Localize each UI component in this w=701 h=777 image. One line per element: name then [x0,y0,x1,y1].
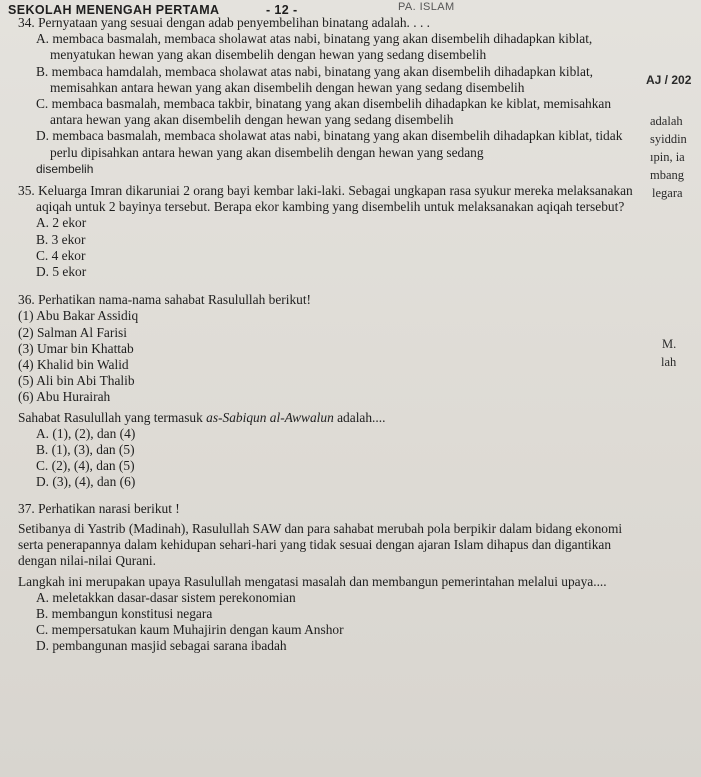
question-36-prompt-before: Sahabat Rasulullah yang termasuk [18,409,207,425]
companion-name-3: (3) Umar bin Khattab [18,340,134,356]
question-37-prompt: Langkah ini merupakan upaya Rasulullah mengatasi masalah dan membangun pemerintahan melalui upaya.... [18,573,607,589]
question-36-prompt-term: as-Sabiqun al-Awwalun [206,409,334,425]
adjacent-page-fragment: AJ / 202 [646,73,692,87]
adjacent-page-fragment: lah [661,355,677,369]
question-37-option-d: D. pembangunan masjid sebagai sarana ibadah [36,638,287,654]
question-34-continuation: disembelih [36,161,94,176]
question-36-option-a: A. (1), (2), dan (4) [36,425,136,441]
question-36-option-c: C. (2), (4), dan (5) [36,458,135,474]
companion-name-5: (5) Ali bin Abi Thalib [18,373,135,389]
adjacent-page-fragment: M. [662,337,677,351]
companion-name-4: (4) Khalid bin Walid [18,357,129,373]
adjacent-page-fragment: ıpin, ia [650,150,685,164]
question-34-text: 34. Pernyataan yang sesuai dengan adab penyembelihan binatang adalah. . . . [18,15,430,30]
companion-name-2: (2) Salman Al Farisi [18,324,127,340]
school-name: SEKOLAH MENENGAH PERTAMA [8,3,220,17]
question-37-option-c: C. mempersatukan kaum Muhajirin dengan kaum Anshor [36,622,344,638]
question-34-option-c: C. membaca basmalah, membaca takbir, binatang yang akan disembelih dihadapkan ke kiblat, memisahkan antara hewan yang akan disembelih dengan hewan yang sedang disembelih [36,96,612,128]
question-36-prompt [18,410,638,426]
question-37 [18,501,638,655]
question-36-option-b: B. (1), (3), dan (5) [36,442,135,458]
page-number: - 12 - [266,3,298,17]
question-34-option-a: A. membaca basmalah, membaca sholawat atas nabi, binatang yang akan disembelih dihadapkan kiblat, menyatukan hewan yang akan disembelih dengan hewan yang sedang disembelih [36,31,593,63]
question-34-option-d: D. membaca basmalah, membaca sholawat atas nabi, binatang yang akan disembelih dihadapkan kiblat, tidak perlu dipisahkan antara hewan yang akan disembelih dengan hewan yang sedang [36,128,623,160]
question-36-prompt-after: adalah.... [333,409,386,425]
adjacent-page-fragment: syiddin [650,132,687,146]
companion-name-6: (6) Abu Hurairah [18,389,111,405]
adjacent-page-fragment: legara [652,186,683,200]
question-36-option-d: D. (3), (4), dan (6) [36,474,136,490]
question-36-text: 36. Perhatikan nama-nama sahabat Rasulullah berikut! [18,292,312,308]
subject-label: PA. ISLAM [398,1,455,13]
adjacent-page-fragment: adalah [650,114,683,128]
companion-name-1: (1) Abu Bakar Assidiq [18,308,139,324]
question-34 [18,15,638,177]
question-35-option-a: A. 2 ekor [36,215,87,231]
question-35-option-b: B. 3 ekor [36,231,86,247]
adjacent-page-fragment: mbang [650,168,685,182]
question-35-option-c: C. 4 ekor [36,247,86,263]
question-36 [18,292,638,490]
question-35-option-d: D. 5 ekor [36,264,87,280]
question-37-text: 37. Perhatikan narasi berikut ! [18,500,180,516]
question-34-option-b: B. membaca hamdalah, membaca sholawat atas nabi, binatang yang akan disembelih dihadapkan kiblat, memisahkan antara hewan yang akan disembelih dengan hewan yang sedang disembelih [36,63,594,95]
question-37-option-a: A. meletakkan dasar-dasar sistem perekonomian [36,589,296,605]
page-header [8,0,701,16]
question-37-option-b: B. membangun konstitusi negara [36,605,213,621]
question-35-text: 35. Keluarga Imran dikaruniai 2 orang bayi kembar laki-laki. Sebagai ungkapan rasa syukur mereka melaksanakan aqiqah untuk 2 bayinya tersebut. Berapa ekor kambing yang disembelih untuk melaksanakan aqiqah tersebut? [18,183,633,215]
question-37-narrative: Setibanya di Yastrib (Madinah), Rasulullah SAW dan para sahabat merubah pola berpikir dalam bidang ekonomi serta penerapannya dalam kehidupan sehari-hari yang tidak sesuai dengan ajaran Islam dihapus dan digantikan dengan nilai-nilai Qurani. [18,520,623,569]
questions-column [18,15,638,655]
question-35 [18,183,638,280]
